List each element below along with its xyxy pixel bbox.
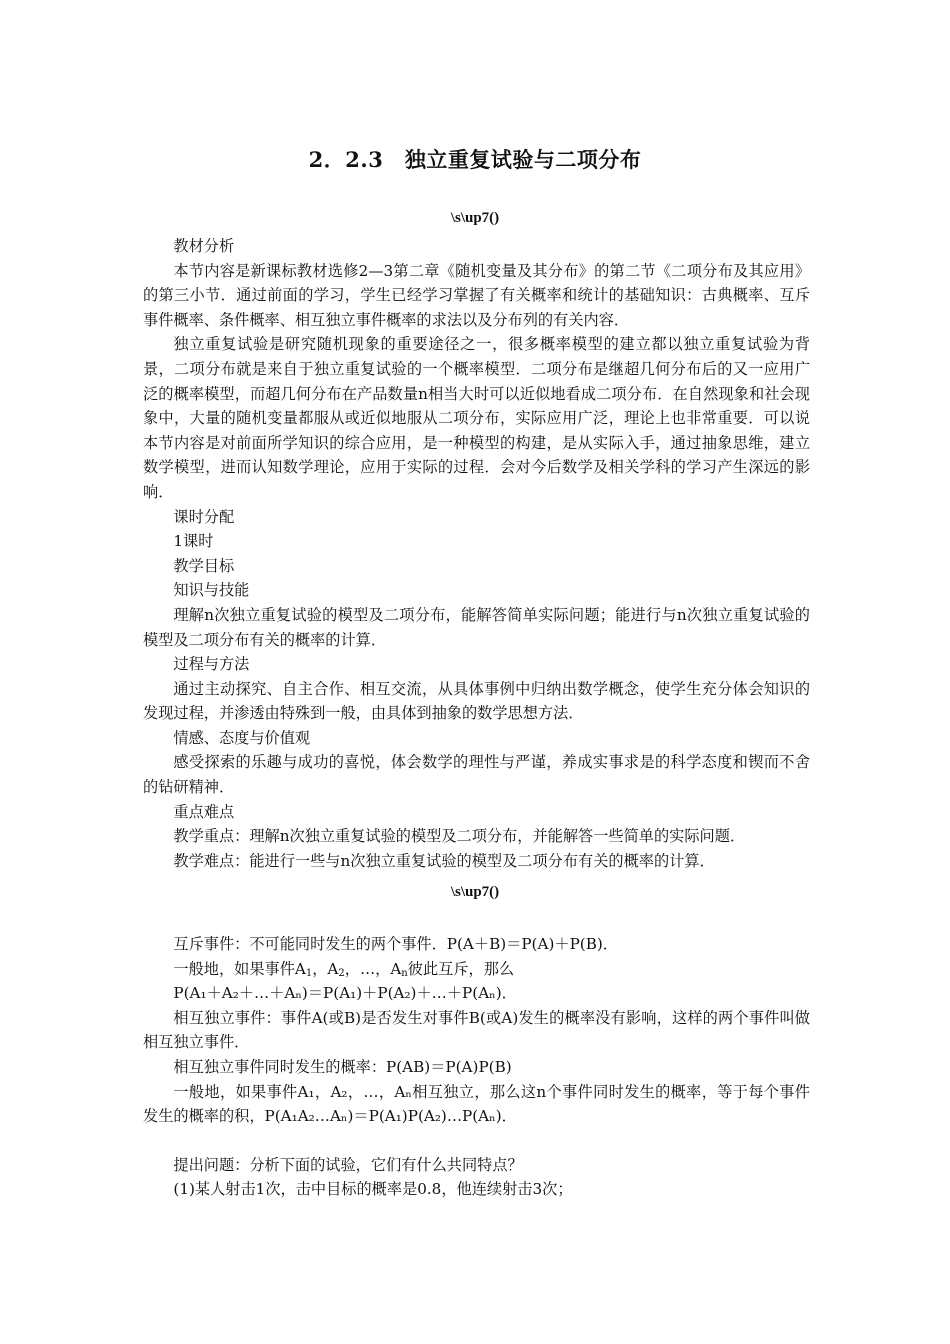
paragraph-nandian: 教学难点：能进行一些与n次独立重复试验的模型及二项分布有关的概率的计算． xyxy=(173,851,715,870)
section-1-body xyxy=(143,234,810,873)
section-2-body xyxy=(143,932,810,1202)
section-marker-2: \s\up7() xyxy=(450,884,500,900)
paragraph-huchi: 互斥事件：不可能同时发生的两个事件．P(A＋B)＝P(A)＋P(B)． xyxy=(173,935,618,953)
paragraph-zhishi: 理解n次独立重复试验的模型及二项分布，能解答简单实际问题；能进行与n次独立重复试验的模型及二项分布有关的概率的计算． xyxy=(143,605,810,649)
paragraph-yiban-duli: 一般地，如果事件A₁，A₂，…，Aₙ相互独立，那么这n个事件同时发生的概率，等于每个事件发生的概率的积，P(A₁A₂…Aₙ)＝P(A₁)P(A₂)…P(Aₙ)． xyxy=(143,1082,810,1126)
heading-keshi: 课时分配 xyxy=(173,507,235,526)
paragraph-yiban-huchi: 一般地，如果事件$A_1$，$A_2$，…，$A_n$彼此互斥，那么 xyxy=(173,959,515,979)
section-marker-1: \s\up7() xyxy=(450,210,500,226)
heading-guocheng: 过程与方法 xyxy=(173,655,250,674)
heading-zhishi: 知识与技能 xyxy=(173,581,250,600)
paragraph-tongshi: 相互独立事件同时发生的概率：P(AB)＝P(A)P(B) xyxy=(173,1057,512,1076)
paragraph-background: 独立重复试验是研究随机现象的重要途径之一，很多概率模型的建立都以独立重复试验为背景，二项分布就是来自于独立重复试验的一个概率模型．二项分布是继超几何分布后的又一应用广泛的概率模型，而超几何分布在产品数量n相当大时可以近似地看成二项分布．在自然现象和社会现象中，大量的随机变量都服从或近似地服从二项分布，实际应用广泛，理论上也非常重要．可以说本节内容是对前面所学知识的综合应用，是一种模型的构建，是从实际入手，通过抽象思维，建立数学模型，进而认知数学理论，应用于实际的过程．会对今后数学及相关学科的学习产生深远的影响． xyxy=(143,335,810,501)
paragraph-zhongdian: 教学重点：理解n次独立重复试验的模型及二项分布，并能解答一些简单的实际问题． xyxy=(173,827,746,846)
paragraph-guocheng: 通过主动探究、自主合作、相互交流，从具体事例中归纳出数学概念，使学生充分体会知识的发现过程，并渗透由特殊到一般，由具体到抽象的数学思想方法． xyxy=(143,679,810,723)
paragraph-tichu: 提出问题：分析下面的试验，它们有什么共同特点？ xyxy=(173,1155,523,1174)
heading-qinggan: 情感、态度与价值观 xyxy=(173,728,311,747)
keshi-value: 1课时 xyxy=(173,532,214,551)
paragraph-xianghu: 相互独立事件：事件A(或B)是否发生对事件B(或A)发生的概率没有影响，这样的两个事件叫做相互独立事件． xyxy=(143,1008,810,1052)
page-title: 2．2.3 独立重复试验与二项分布 xyxy=(308,147,642,172)
question-1: (1)某人射击1次，击中目标的概率是0.8，他连续射击3次； xyxy=(173,1180,573,1199)
paragraph-qinggan: 感受探索的乐趣与成功的喜悦，体会数学的理性与严谨，养成实事求是的科学态度和锲而不舍的钻研精神． xyxy=(143,753,810,797)
heading-mubiao: 教学目标 xyxy=(173,556,235,575)
paragraph-intro: 本节内容是新课标教材选修2—3第二章《随机变量及其分布》的第二节《二项分布及其应用》的第三小节．通过前面的学习，学生已经学习掌握了有关概率和统计的基础知识：古典概率、互斥事件概率、条件概率、相互独立事件概率的求法以及分布列的有关内容． xyxy=(143,261,810,329)
heading-jiaocai: 教材分析 xyxy=(173,237,235,255)
formula-union: P(A₁＋A₂＋…＋Aₙ)＝P(A₁)＋P(A₂)＋…＋P(Aₙ)． xyxy=(173,984,517,1003)
heading-zhongdian: 重点难点 xyxy=(173,802,235,821)
